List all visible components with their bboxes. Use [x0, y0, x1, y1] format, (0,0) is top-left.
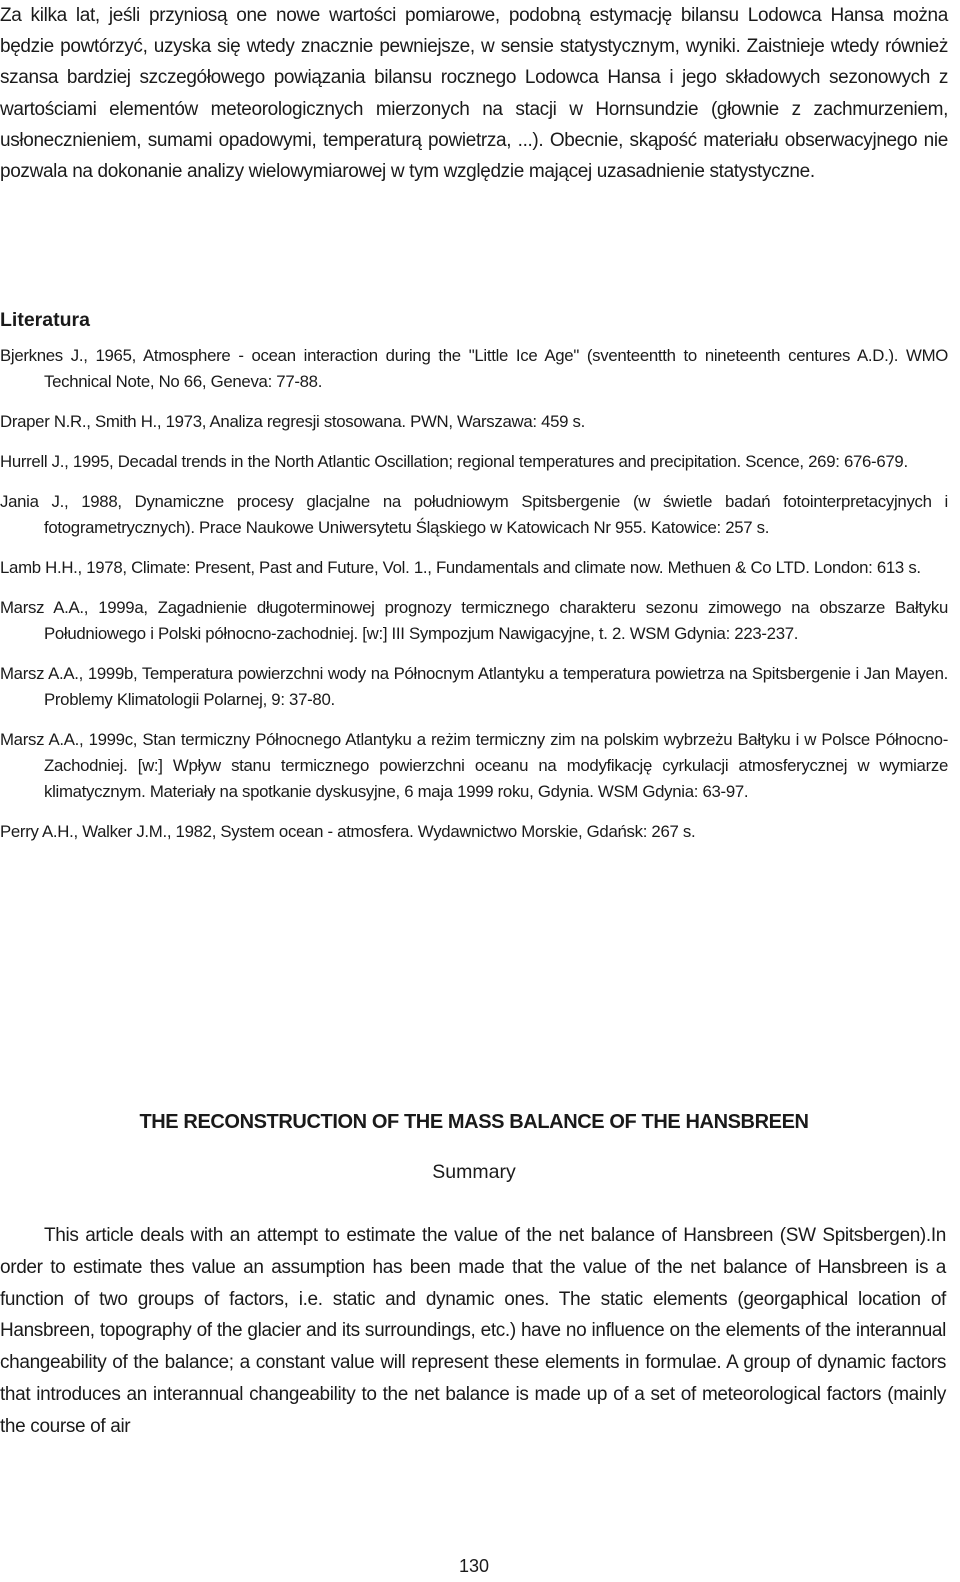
intro-paragraph: Za kilka lat, jeśli przyniosą one nowe wartości pomiarowe, podobną estymację bilansu Lodowca Hansa można będzie powtórzyć, uzyska się wtedy znacznie pewniejsze, w sensie statystycznym, wyniki. Zaistnieje wtedy również szansa bardziej szczegółowego powiązania bilansu rocznego Lodowca Hansa i jego składowych sezonowych z wartościami elementów meteorologicznych mierzonych na stacji w Hornsundzie (głownie z zachmurzeniem, usłonecznieniem, sumami opadowymi, temperaturą powietrza, ...). Obecnie, skąpość materiału obserwacyjnego nie pozwala na dokonanie analizy wielowymiarowej w tym względzie mającej uzasadnienie statystyczne.: [0, 5, 948, 183]
reference-list: [0, 343, 948, 859]
reference-item: Marsz A.A., 1999b, Temperatura powierzchni wody na Północnym Atlantyku a temperatura powietrza na Spitsbergenie i Jan Mayen. Problemy Klimatologii Polarnej, 9: 37-80.: [0, 664, 948, 709]
page-number: 130: [458, 1556, 490, 1576]
summary-body: This article deals with an attempt to estimate the value of the net balance of Hansbreen (SW Spitsbergen).In order to estimate thes value an assumption has been made that the value of the net balance of Hansbreen is a function of two groups of factors, i.e. static and dynamic ones. The static elements (georgaphical location of Hansbreen, topography of the glacier and its surroundings, etc.) have no influence on the elements of the interannual changeability of the balance; a constant value will represent these elements in formulae. A group of dynamic factors that introduces an interannual changeability to the net balance is made up of a set of meteorological factors (mainly the course of air: [0, 1225, 946, 1437]
literature-heading: Literatura: [0, 309, 90, 331]
summary-title: THE RECONSTRUCTION OF THE MASS BALANCE OF THE HANSBREEN: [139, 1111, 809, 1133]
reference-item: Draper N.R., Smith H., 1973, Analiza regresji stosowana. PWN, Warszawa: 459 s.: [0, 412, 585, 431]
reference-item: Bjerknes J., 1965, Atmosphere - ocean interaction during the "Little Ice Age" (sventeentth to nineteenth centures A.D.). WMO Technical Note, No 66, Geneva: 77-88.: [0, 346, 948, 391]
reference-item: Marsz A.A., 1999a, Zagadnienie długoterminowej prognozy termicznego charakteru sezonu zimowego na obszarze Bałtyku Południowego i Polski północno-zachodniej. [w:] III Sympozjum Nawigacyjne, t. 2. WSM Gdynia: 223-237.: [0, 598, 948, 643]
reference-item: Perry A.H., Walker J.M., 1982, System ocean - atmosfera. Wydawnictwo Morskie, Gdańsk: 267 s.: [0, 822, 696, 841]
reference-item: Hurrell J., 1995, Decadal trends in the North Atlantic Oscillation; regional temperatures and precipitation. Scence, 269: 676-679.: [0, 452, 908, 471]
reference-item: Jania J., 1988, Dynamiczne procesy glacjalne na południowym Spitsbergenie (w świetle badań fotointerpretacyjnych i fotogrametrycznych). Prace Naukowe Uniwersytetu Śląskiego w Katowicach Nr 955. Katowice: 257 s.: [0, 492, 948, 537]
reference-item: Marsz A.A., 1999c, Stan termiczny Północnego Atlantyku a reżim termiczny zim na polskim wybrzeżu Bałtyku i w Polsce Północno-Zachodniej. [w:] Wpływ stanu termicznego powierzchni oceanu na modyfikację cyrkulacji atmosferycznej w wymiarze klimatycznym. Materiały na spotkanie dyskusyjne, 6 maja 1999 roku, Gdynia. WSM Gdynia: 63-97.: [0, 730, 948, 801]
reference-item: Lamb H.H., 1978, Climate: Present, Past and Future, Vol. 1., Fundamentals and climate now. Methuen & Co LTD. London: 613 s.: [0, 558, 921, 577]
summary-subtitle: Summary: [432, 1161, 516, 1183]
